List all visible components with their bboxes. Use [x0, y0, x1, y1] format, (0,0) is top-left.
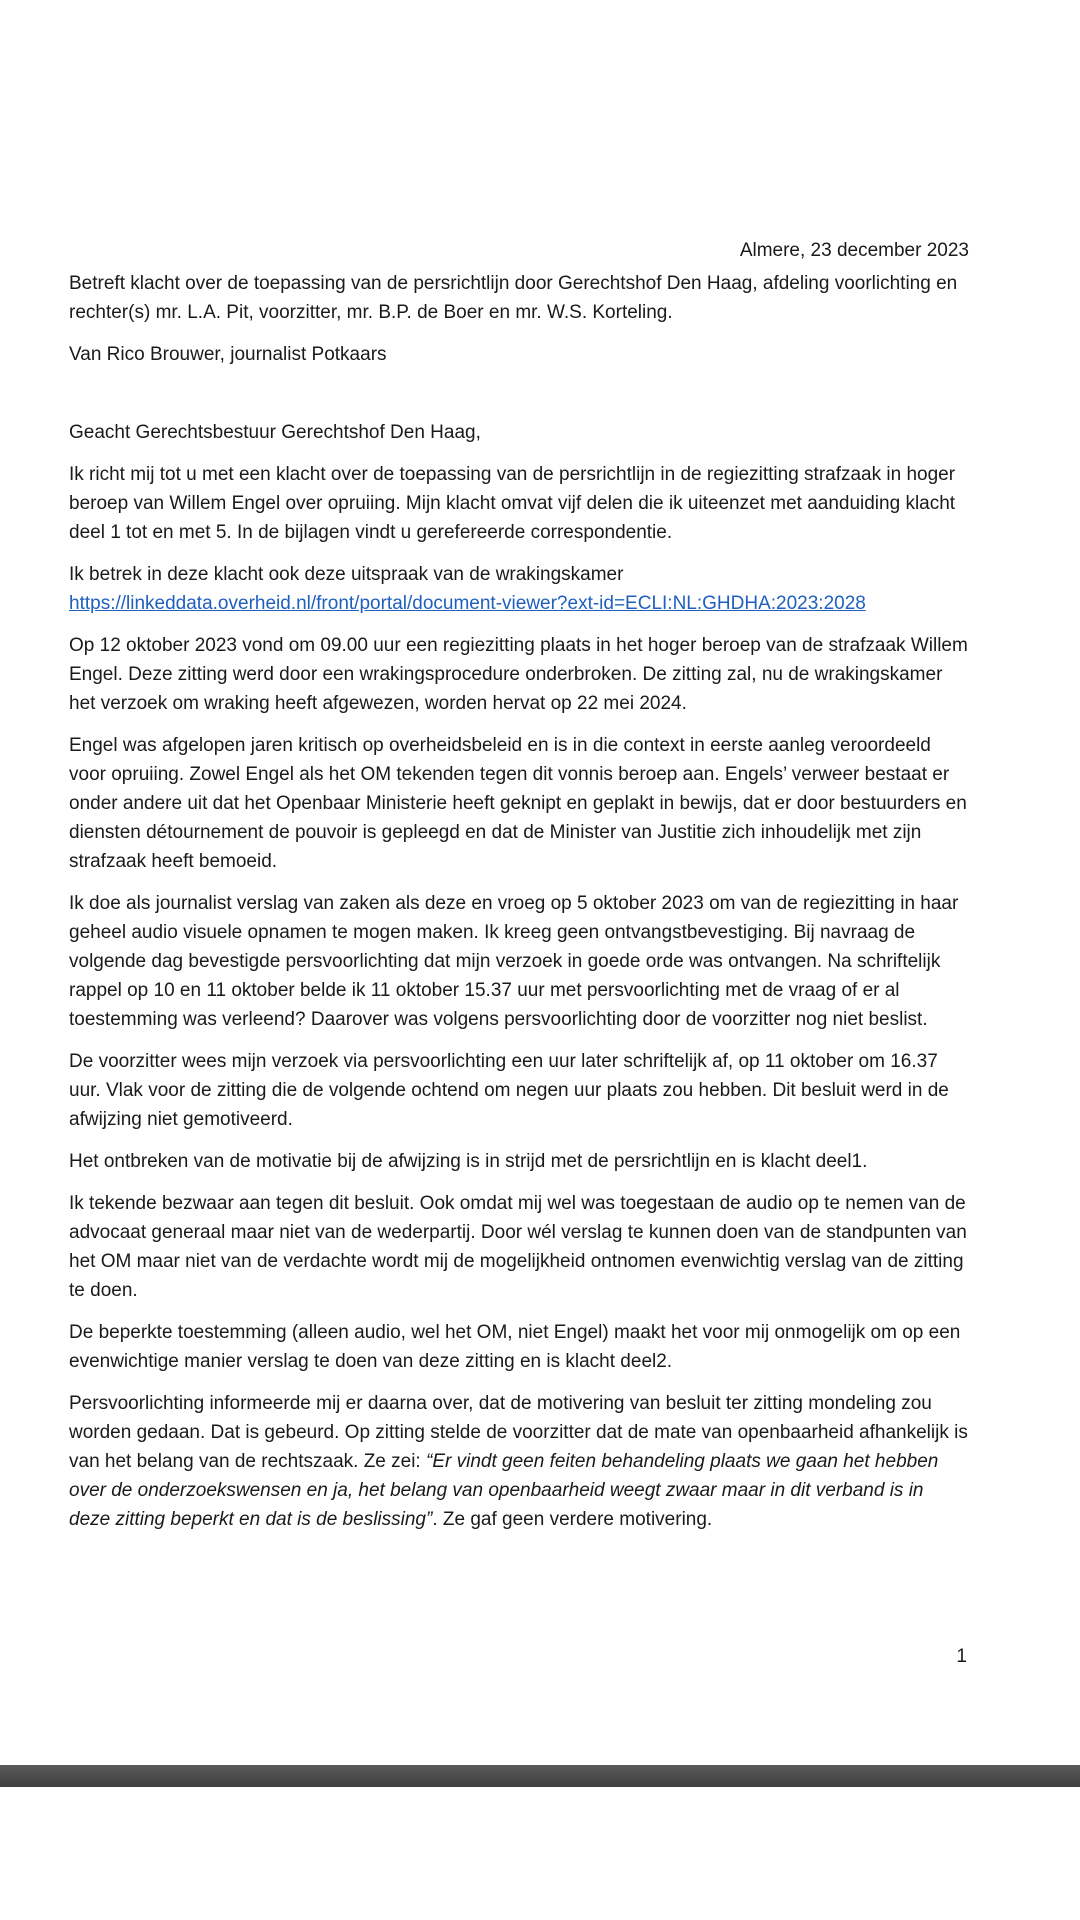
- voorzitter-quote: “Er vindt geen feiten behandeling plaats we gaan het hebben over de onderzoekswensen en ja, het belang van openbaarheid weegt zwaar maar in dit verband is in deze zitting beperkt en dat is de beslissing”: [69, 1451, 939, 1530]
- paragraph-wraking-reference: [69, 560, 969, 618]
- paragraph-klacht-deel2: De beperkte toestemming (alleen audio, wel het OM, niet Engel) maakt het voor mij onmogelijk om op een evenwichtige manier verslag te doen van deze zitting en is klacht deel2.: [69, 1322, 961, 1372]
- letter-salutation: Geacht Gerechtsbestuur Gerechtshof Den Haag,: [69, 422, 481, 443]
- paragraph-afwijzing: De voorzitter wees mijn verzoek via persvoorlichting een uur later schriftelijk af, op 11 oktober om 16.37 uur. Vlak voor de zitting die de volgende ochtend om negen uur plaats zou hebben. Dit besluit werd in de afwijzing niet gemotiveerd.: [69, 1051, 949, 1130]
- letter-subject: Betreft klacht over de toepassing van de persrichtlijn door Gerechtshof Den Haag, afdeling voorlichting en rechter(s) mr. L.A. Pit, voorzitter, mr. B.P. de Boer en mr. W.S. Korteling.: [69, 273, 958, 323]
- paragraph-engel-context: Engel was afgelopen jaren kritisch op overheidsbeleid en is in die context in eerste aanleg veroordeeld voor opruiing. Zowel Engel als het OM tekenden tegen dit vonnis beroep aan. Engels’ verweer bestaat er onder andere uit dat het Openbaar Ministerie heeft geknipt en geplakt in bewijs, dat er door bestuurders en diensten détournement de pouvoir is gepleegd en dat de Minister van Justitie zich inhoudelijk met zijn strafzaak heeft bemoeid.: [69, 735, 967, 872]
- paragraph-motivering: [69, 1389, 969, 1534]
- motivering-closing: . Ze gaf geen verdere motivering.: [432, 1509, 713, 1530]
- paragraph-klacht-deel1: Het ontbreken van de motivatie bij de afwijzing is in strijd met de persrichtlijn en is klacht deel1.: [69, 1151, 868, 1172]
- paragraph-bezwaar: Ik tekende bezwaar aan tegen dit besluit. Ook omdat mij wel was toegestaan de audio op te nemen van de advocaat generaal maar niet van de wederpartij. Door wél verslag te kunnen doen van de standpunten van het OM maar niet van de verdachte wordt mij de mogelijkheid ontnomen evenwichtig verslag van de zitting te doen.: [69, 1193, 967, 1301]
- letter-body: [69, 236, 969, 1547]
- viewer-background: [0, 1787, 1080, 1920]
- wraking-reference-text: Ik betrek in deze klacht ook deze uitspraak van de wrakingskamer: [69, 564, 624, 585]
- ecli-link[interactable]: https://linkeddata.overheid.nl/front/portal/document-viewer?ext-id=ECLI:NL:GHDHA:2023:2028: [69, 593, 866, 614]
- viewer-page-separator: [0, 1765, 1080, 1787]
- letter-sender: Van Rico Brouwer, journalist Potkaars: [69, 344, 387, 365]
- letter-date: Almere, 23 december 2023: [739, 240, 969, 261]
- motivering-text: Persvoorlichting informeerde mij er daarna over, dat de motivering van besluit ter zitting mondeling zou worden gedaan. Dat is gebeurd. Op zitting stelde de voorzitter dat de mate van openbaarheid afhankelijk is van het belang van de rechtszaak. Ze zei:: [69, 1393, 968, 1472]
- page-number: 1: [956, 1646, 967, 1667]
- spacer: [69, 382, 969, 418]
- paragraph-verzoek: Ik doe als journalist verslag van zaken als deze en vroeg op 5 oktober 2023 om van de regiezitting in haar geheel audio visuele opnamen te mogen maken. Ik kreeg geen ontvangstbevestiging. Bij navraag de volgende dag bevestigde persvoorlichting dat mijn verzoek in goede orde was ontvangen. Na schriftelijk rappel op 10 en 11 oktober belde ik 11 oktober 15.37 uur met persvoorlichting met de vraag of er al toestemming was verleend? Daarover was volgens persvoorlichting door de voorzitter nog niet beslist.: [69, 893, 959, 1030]
- paragraph-intro: Ik richt mij tot u met een klacht over de toepassing van de persrichtlijn in de regiezitting strafzaak in hoger beroep van Willem Engel over opruiing. Mijn klacht omvat vijf delen die ik uiteenzet met aanduiding klacht deel 1 tot en met 5. In de bijlagen vindt u gerefereerde correspondentie.: [69, 464, 956, 543]
- paragraph-regiezitting: Op 12 oktober 2023 vond om 09.00 uur een regiezitting plaats in het hoger beroep van de strafzaak Willem Engel. Deze zitting werd door een wrakingsprocedure onderbroken. De zitting zal, nu de wrakingskamer het verzoek om wraking heeft afgewezen, worden hervat op 22 mei 2024.: [69, 635, 968, 714]
